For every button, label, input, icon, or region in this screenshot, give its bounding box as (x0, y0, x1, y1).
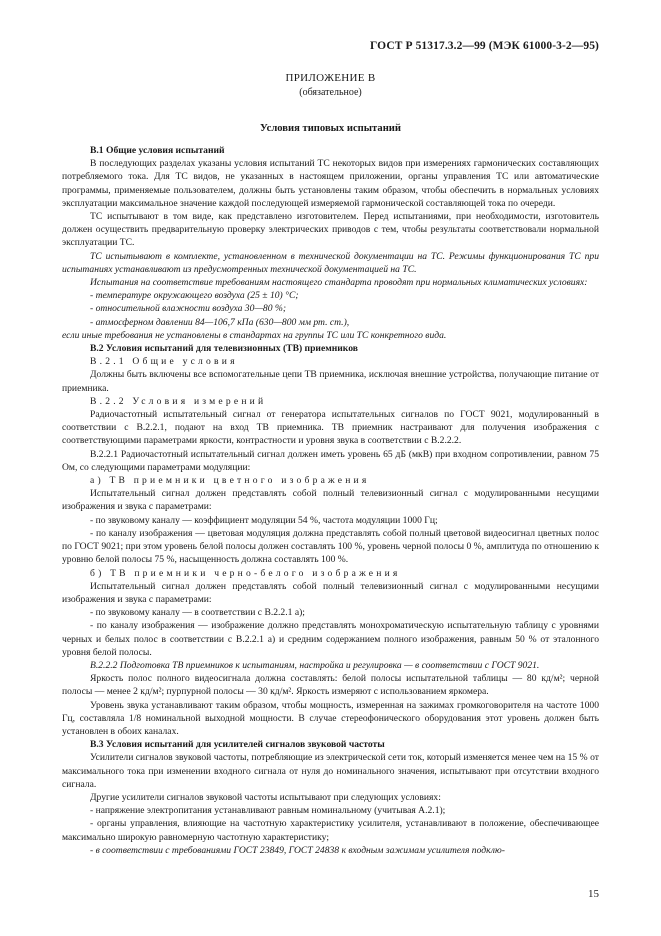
body-paragraph: В.2.2 Условия измерений (90, 395, 267, 407)
appendix-title: ПРИЛОЖЕНИЕ В (285, 72, 376, 84)
document-title: Условия типовых испытаний (259, 123, 402, 134)
section-heading: В.1 Общие условия испытаний (90, 145, 225, 156)
body-paragraph: - в соответствии с требованиями ГОСТ 23849, ГОСТ 24838 к входным зажимам усилителя подклю- (90, 844, 505, 856)
body-paragraph: Испытания на соответствие требованиям настоящего стандарта проводят при нормальных климатических условиях: (90, 277, 588, 289)
body-paragraph: Яркость полос полного видеосигнала должна составлять: белой полосы испытательной таблицы — 80 кд/м²; черной полосы — менее 2 кд/м²; пурпурной полосы — 30 кд/м². Яркость измеряют с использованием яркомера. (62, 673, 599, 698)
body-paragraph: - по звуковому каналу — коэффициент модуляции 54 %, частота модуляции 1000 Гц; (90, 514, 438, 526)
body-paragraph: - по звуковому каналу — в соответствии с В.2.2.1 а); (90, 607, 305, 619)
body-paragraph: В.2.2.2 Подготовка ТВ приемников к испытаниям, настройка и регулировка — в соответствии с ГОСТ 9021. (90, 659, 540, 671)
body-paragraph: В последующих разделах указаны условия испытаний ТС некоторых видов при измерениях гармонических составляющих потребляемого тока. Для ТС видов, не указанных в настоящем приложении, органы управления ТС или автоматические программы, применяемые пользователем, должны быть установлены таким образом, чтобы обеспечить в нормальных условиях эксплуатации максимальное значение каждой последующей измеряемой гармонической составляющей тока по очереди. (62, 158, 599, 209)
body-paragraph: В.2.1 Общие условия (90, 356, 238, 368)
section-heading: В.2 Условия испытаний для телевизионных (ТВ) приемников (90, 343, 358, 355)
standard-code-header: ГОСТ Р 51317.3.2—99 (МЭК 61000-3-2—95) (370, 40, 599, 52)
body-paragraph: Уровень звука устанавливают таким образом, чтобы мощность, измеренная на зажимах громкоговорителя на частоте 1000 Гц, составляла 1/8 номинальной выходной мощности. В случае стереофонического оборудования этот уровень должен быть установлен в обоих каналах. (62, 699, 599, 737)
appendix-subtitle: (обязательное) (299, 87, 362, 98)
section-heading: В.3 Условия испытаний для усилителей сигналов звуковой частоты (90, 739, 385, 751)
body-paragraph: - органы управления, влияющие на частотную характеристику усилителя, устанавливают в положение, обеспечивающее максимально широкую равномерную частотную характеристику; (62, 818, 599, 843)
document-body (62, 144, 599, 857)
body-paragraph: а) ТВ приемники цветного изображения (90, 475, 370, 487)
body-paragraph: Другие усилители сигналов звуковой частоты испытывают при следующих условиях: (90, 791, 441, 803)
body-paragraph: - напряжение электропитания устанавливают равным номинальному (учитывая А.2.1); (90, 805, 446, 817)
body-paragraph: если иные требования не установлены в стандартах на группы ТС или ТС конкретного вида. (62, 329, 447, 341)
body-paragraph: - по каналу изображения — изображение должно представлять монохроматическую испытательную таблицу с уровнями черных и белых полос в соответствии с В.2.2.1 а) и средним содержанием полного изображения, равным 50 % от эталонного уровня белой полосы. (62, 620, 599, 658)
body-paragraph: - относительной влажности воздуха 30—80 %; (90, 303, 287, 315)
body-paragraph: ТС испытывают в комплекте, установленном в технической документации на ТС. Режимы функционирования ТС при испытаниях устанавливают из предусмотренных технической документацией на ТС. (62, 250, 599, 275)
body-paragraph: б) ТВ приемники черно-белого изображения (90, 567, 401, 579)
body-paragraph: Радиочастотный испытательный сигнал от генератора испытательных сигналов по ГОСТ 9021, модулированный в соответствии с В.2.2.1, подают на вход ТВ приемника. ТВ приемник настраивают для получения изображения с соответствующими параметрами яркости, контрастности и уровня звука в соответствии с В.2.2.2. (62, 409, 599, 447)
body-paragraph: - по каналу изображения — цветовая модуляция должна представлять собой полный цветовой видеосигнал цветных полос по ГОСТ 9021; при этом уровень белой полосы должен составлять 100 %, уровень черной полосы 0 %, амплитуда по отношению к уровню белой полосы 75 %, насыщенность должна составлять 100 %. (62, 527, 599, 566)
body-paragraph: В.2.2.1 Радиочастотный испытательный сигнал должен иметь уровень 65 дБ (мкВ) при входном сопротивлении, равном 75 Ом, со следующими параметрами модуляции: (62, 448, 599, 473)
body-paragraph: ТС испытывают в том виде, как представлено изготовителем. Перед испытаниями, при необходимости, изготовитель должен осуществить предварительную проверку электрических приводов с тем, чтобы результаты соответствовали нормальной эксплуатации ТС. (62, 211, 599, 249)
body-paragraph: Испытательный сигнал должен представлять собой полный телевизионный сигнал с модулированными несущими изображения и звука с параметрами: (62, 488, 599, 513)
page-number: 15 (588, 888, 599, 900)
body-paragraph: - температуре окружающего воздуха (25 ± 10) °С; (90, 290, 299, 302)
body-paragraph: - атмосферном давлении 84—106,7 кПа (630—800 мм рт. ст.), (90, 316, 350, 328)
body-paragraph: Испытательный сигнал должен представлять собой полный телевизионный сигнал с модулированными несущими изображения и звука с параметрами: (62, 580, 599, 605)
body-paragraph: Усилители сигналов звуковой частоты, потребляющие из электрической сети ток, который изменяется менее чем на 15 % от максимального тока при изменении входного сигнала от нуля до номинального значения, испытывают при отсутствии входного сигнала. (62, 752, 599, 790)
body-paragraph: Должны быть включены все вспомогательные цепи ТВ приемника, исключая внешние устройства, получающие питание от приемника. (62, 369, 599, 394)
